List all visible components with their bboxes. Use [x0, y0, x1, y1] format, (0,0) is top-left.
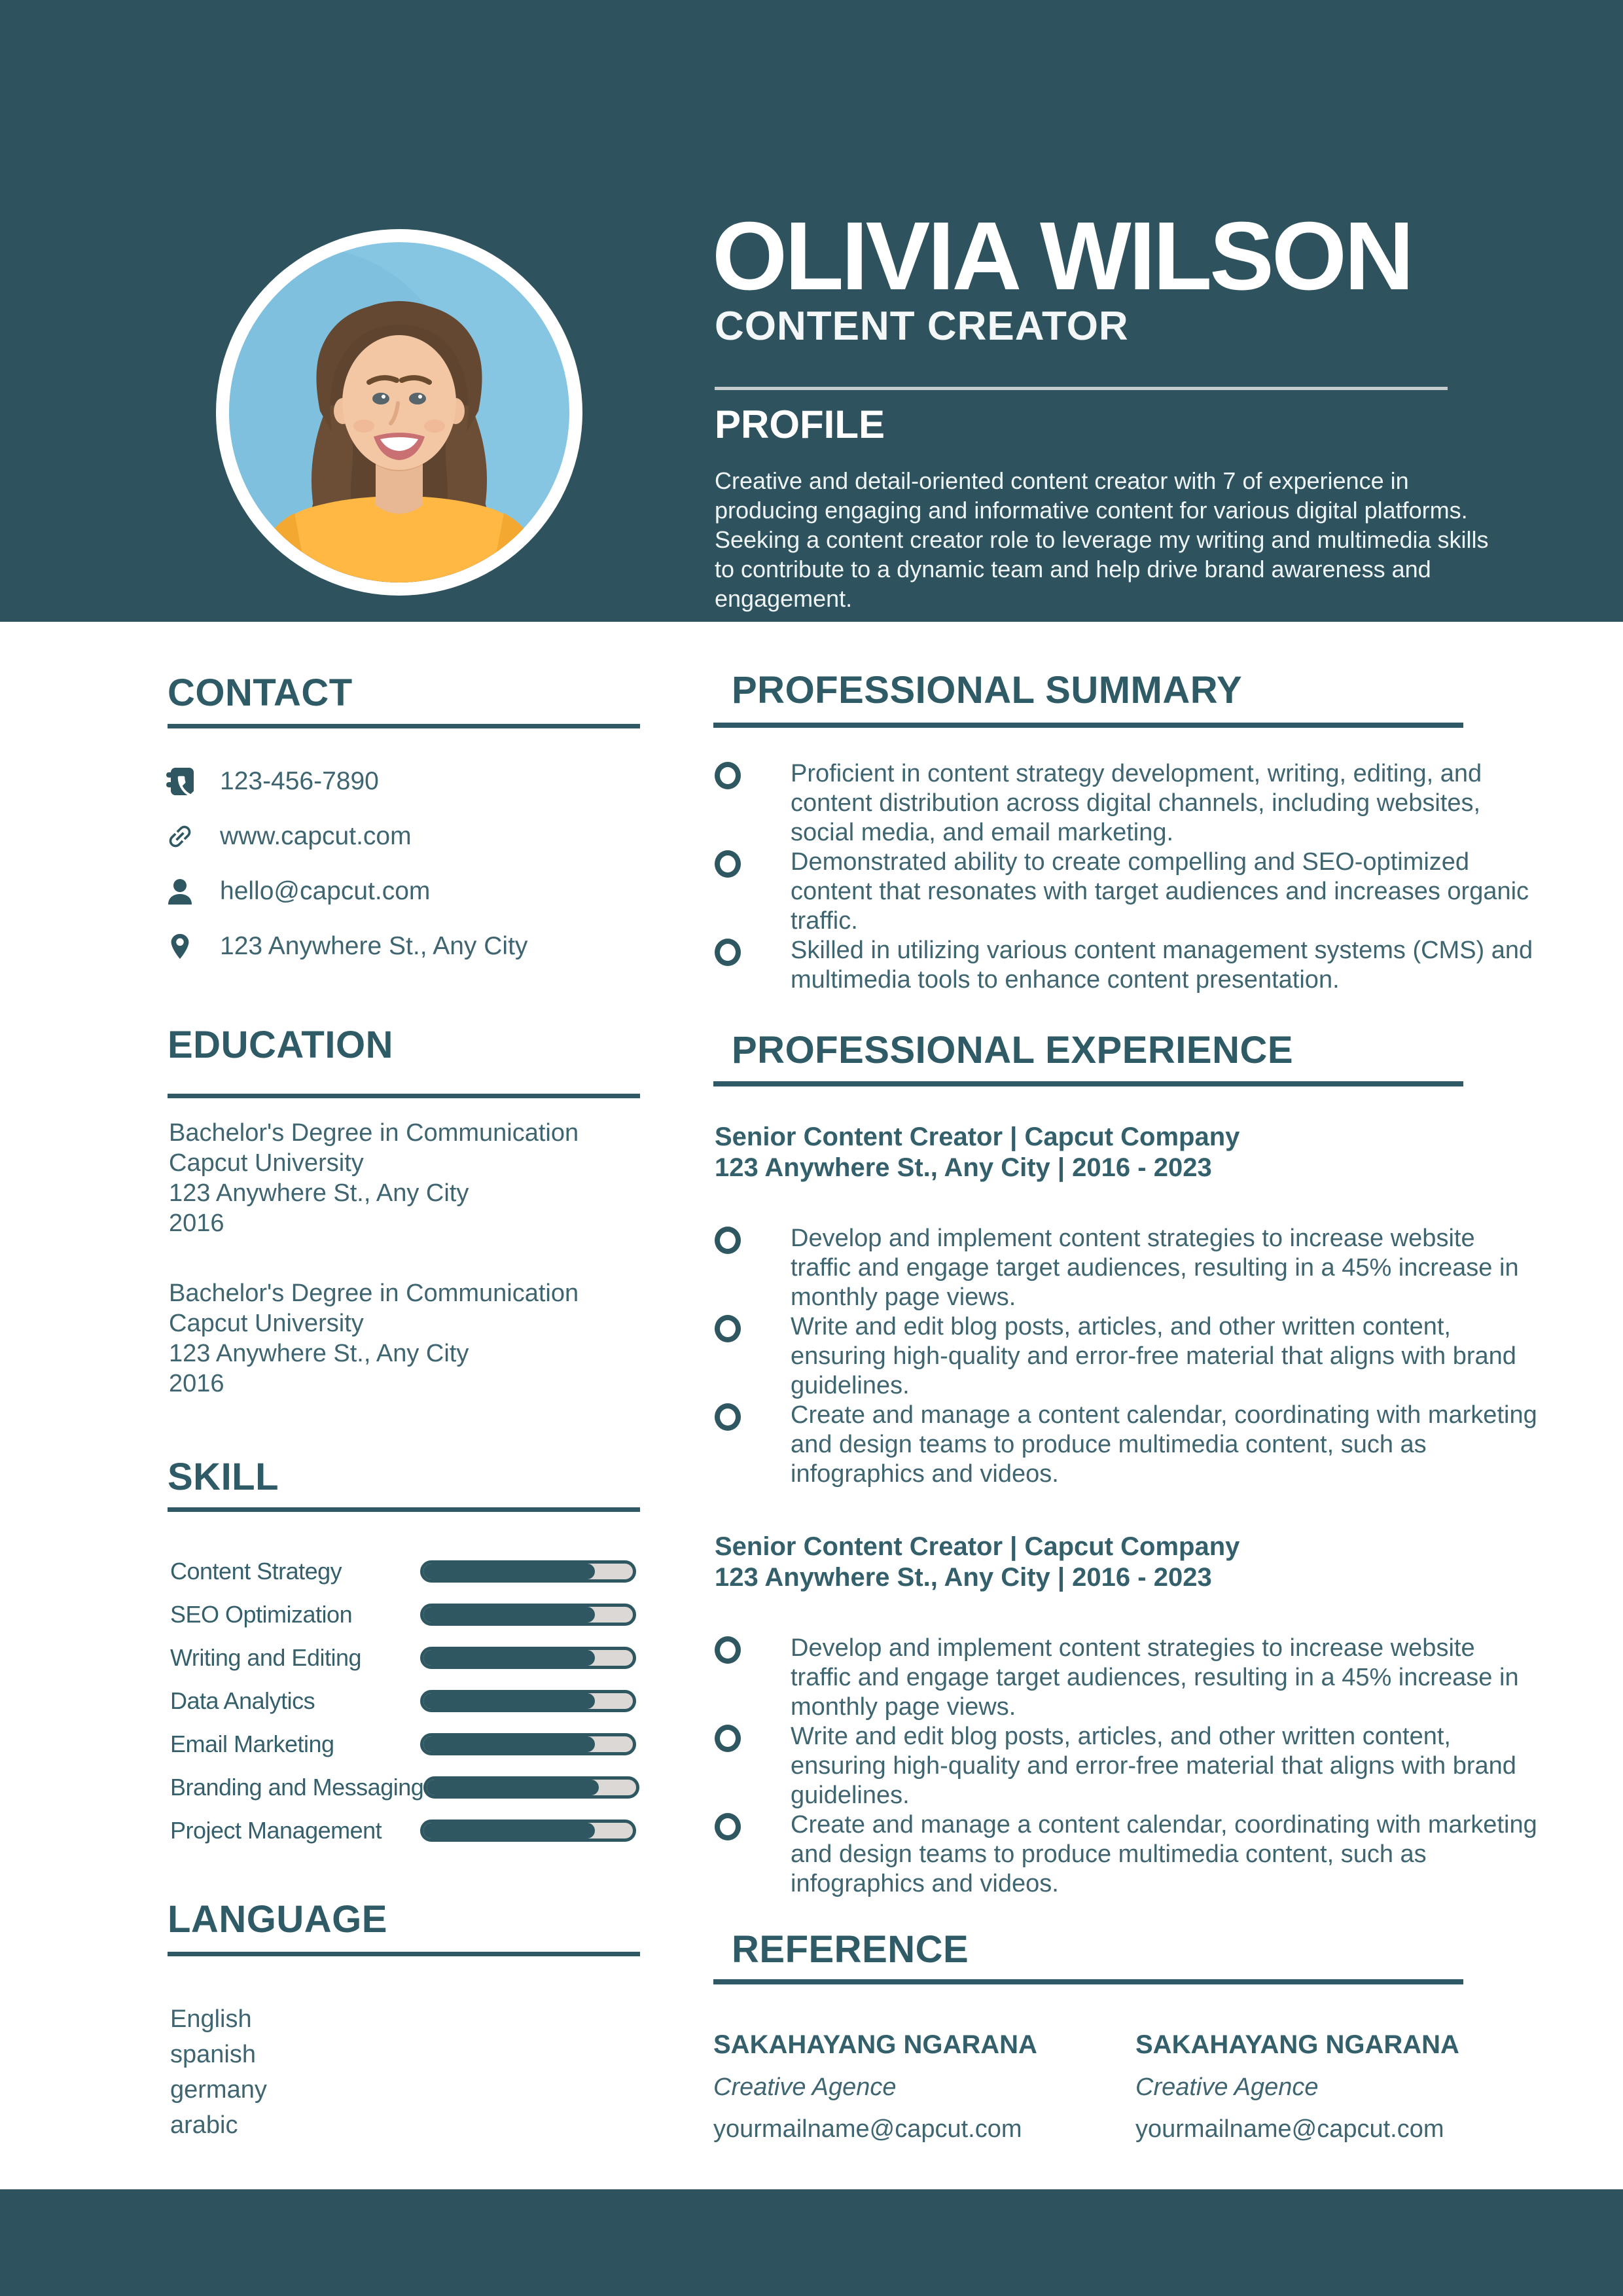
education-list: [169, 1118, 653, 1399]
experience-job: [715, 1532, 1541, 1899]
experience-heading: PROFESSIONAL EXPERIENCE: [732, 1029, 1294, 1071]
reference-email: yourmailname@capcut.com: [1135, 2115, 1444, 2143]
skill-underline: [168, 1507, 640, 1512]
skill-label: Project Management: [170, 1817, 382, 1844]
skill-bar-fill: [427, 1780, 598, 1795]
bullet-item: [713, 936, 1539, 995]
contact-text: hello@capcut.com: [220, 877, 431, 905]
skill-bar: [420, 1690, 636, 1712]
skill-label: Email Marketing: [170, 1731, 334, 1757]
reference-company: Creative Agence: [1135, 2073, 1319, 2101]
profile-text: Creative and detail-oriented content creator with 7 of experience in producing engaging and informative content for various digital platforms. Seeking a content creator role to leverage my writing and multimedia skills to contribute to a dynamic team and help drive brand awareness and engagement.: [715, 467, 1489, 612]
job-title: Senior Content Creator | Capcut Company: [715, 1532, 1240, 1561]
contact-item: [165, 809, 640, 864]
education-address: 123 Anywhere St., Any City: [169, 1179, 469, 1207]
experience-job: [715, 1122, 1541, 1489]
education-entry: [169, 1118, 653, 1238]
bullet-text: Develop and implement content strategies to increase website traffic and engage target audiences, resulting in a 45% increase in monthly page views.: [791, 1225, 1519, 1311]
reference-entry: [713, 2032, 1106, 2142]
bullet-text: Write and edit blog posts, articles, and other written content, ensuring high-quality and error-free material that aligns with brand guidelines.: [791, 1313, 1516, 1399]
job-bullet-list: [713, 1224, 1539, 1489]
skill-bar: [420, 1647, 636, 1669]
skill-bar: [423, 1776, 639, 1799]
bullet-item: [713, 848, 1539, 936]
contact-item: [165, 919, 640, 974]
bullet-item: [713, 1810, 1539, 1899]
skill-bar-fill: [423, 1607, 595, 1623]
woman-portrait-illustration: [229, 242, 569, 583]
contact-underline: [168, 724, 640, 728]
bullet-circle-icon: [715, 1227, 741, 1254]
education-school: Capcut University: [169, 1310, 364, 1337]
skill-label: SEO Optimization: [170, 1601, 353, 1628]
bullet-circle-icon: [715, 939, 741, 966]
skill-label: Content Strategy: [170, 1558, 342, 1585]
reference-company: Creative Agence: [713, 2073, 897, 2101]
skill-label: Writing and Editing: [170, 1644, 361, 1671]
skill-bar-fill: [423, 1564, 595, 1579]
location-icon: [165, 931, 195, 961]
skill-bar: [420, 1560, 636, 1583]
skill-bar-fill: [423, 1693, 595, 1709]
education-entry: [169, 1278, 653, 1399]
bullet-item: [713, 759, 1539, 848]
skill-bar-fill: [423, 1823, 595, 1839]
language-underline: [168, 1952, 640, 1956]
language-item: English: [170, 2005, 252, 2033]
skill-bar: [420, 1733, 636, 1755]
language-item: germany: [170, 2076, 267, 2104]
bullet-circle-icon: [715, 1813, 741, 1840]
person-name: OLIVIA WILSON: [712, 202, 1412, 310]
bullet-circle-icon: [715, 850, 741, 878]
bullet-circle-icon: [715, 1725, 741, 1752]
skill-list: [170, 1550, 636, 1852]
bullet-item: [713, 1224, 1539, 1312]
language-heading: LANGUAGE: [168, 1898, 387, 1941]
bullet-item: [713, 1634, 1539, 1722]
education-year: 2016: [169, 1370, 224, 1397]
bullet-text: Write and edit blog posts, articles, and other written content, ensuring high-quality and error-free material that aligns with brand guidelines.: [791, 1723, 1516, 1809]
summary-underline: [713, 723, 1463, 728]
skill-label: Branding and Messaging: [170, 1774, 424, 1801]
bullet-text: Create and manage a content calendar, coordinating with marketing and design teams to produce multimedia content, such as infographics and videos.: [791, 1811, 1537, 1897]
contact-text: www.capcut.com: [220, 822, 412, 850]
reference-heading: REFERENCE: [732, 1928, 969, 1971]
summary-bullet-list: [713, 759, 1539, 995]
job-title: Senior Content Creator | Capcut Company: [715, 1122, 1240, 1151]
phone-icon: [165, 766, 195, 797]
bullet-circle-icon: [715, 1403, 741, 1431]
profile-heading: PROFILE: [715, 403, 885, 446]
footer-band: [0, 2189, 1623, 2296]
job-bullet-list: [713, 1634, 1539, 1899]
skill-bar: [420, 1604, 636, 1626]
bullet-item: [713, 1722, 1539, 1810]
contact-heading: CONTACT: [168, 672, 353, 714]
bullet-circle-icon: [715, 1636, 741, 1664]
experience-jobs: [715, 1122, 1541, 1946]
bullet-item: [713, 1401, 1539, 1489]
skill-item: [170, 1679, 636, 1723]
person-icon: [165, 876, 195, 906]
language-item: arabic: [170, 2111, 238, 2139]
link-icon: [165, 821, 195, 852]
reference-entry: [1135, 2032, 1528, 2142]
education-year: 2016: [169, 1210, 224, 1237]
education-degree: Bachelor's Degree in Communication: [169, 1119, 579, 1147]
education-address: 123 Anywhere St., Any City: [169, 1340, 469, 1367]
skill-item: [170, 1766, 636, 1809]
bullet-circle-icon: [715, 762, 741, 789]
bullet-circle-icon: [715, 1315, 741, 1342]
contact-item: [165, 754, 640, 809]
reference-name: SAKAHAYANG NGARANA: [1135, 2030, 1459, 2059]
job-meta: 123 Anywhere St., Any City | 2016 - 2023: [715, 1153, 1212, 1182]
bullet-text: Create and manage a content calendar, coordinating with marketing and design teams to produce multimedia content, such as infographics and videos.: [791, 1401, 1537, 1488]
contact-text: 123-456-7890: [220, 767, 379, 795]
reference-list: [713, 2032, 1463, 2176]
job-meta: 123 Anywhere St., Any City | 2016 - 2023: [715, 1563, 1212, 1592]
contact-text: 123 Anywhere St., Any City: [220, 932, 528, 960]
language-item: spanish: [170, 2041, 256, 2068]
bullet-text: Demonstrated ability to create compelling and SEO-optimized content that resonates with target audiences and increases organic traffic.: [791, 848, 1529, 935]
skill-label: Data Analytics: [170, 1687, 315, 1714]
skill-bar: [420, 1820, 636, 1842]
education-school: Capcut University: [169, 1149, 364, 1177]
reference-underline: [713, 1979, 1463, 1984]
skill-item: [170, 1723, 636, 1766]
experience-underline: [713, 1081, 1463, 1086]
skill-heading: SKILL: [168, 1456, 279, 1498]
contact-list: [165, 754, 640, 974]
language-list: [170, 2001, 267, 2143]
education-heading: EDUCATION: [168, 1024, 393, 1066]
summary-heading: PROFESSIONAL SUMMARY: [732, 669, 1243, 711]
skill-bar-fill: [423, 1736, 595, 1752]
bullet-item: [713, 1312, 1539, 1401]
bullet-text: Proficient in content strategy development, writing, editing, and content distribution across digital channels, including websites, social media, and email marketing.: [791, 760, 1482, 846]
skill-item: [170, 1636, 636, 1679]
skill-item: [170, 1593, 636, 1636]
education-underline: [168, 1094, 640, 1098]
education-degree: Bachelor's Degree in Communication: [169, 1280, 579, 1307]
skill-item: [170, 1809, 636, 1852]
reference-email: yourmailname@capcut.com: [713, 2115, 1022, 2143]
skill-bar-fill: [423, 1650, 595, 1666]
person-role: CONTENT CREATOR: [715, 304, 1129, 349]
bullet-text: Develop and implement content strategies to increase website traffic and engage target audiences, resulting in a 45% increase in monthly page views.: [791, 1634, 1519, 1721]
profile-photo: [216, 229, 582, 596]
contact-item: [165, 864, 640, 919]
skill-item: [170, 1550, 636, 1593]
header-divider: [715, 387, 1448, 390]
reference-name: SAKAHAYANG NGARANA: [713, 2030, 1037, 2059]
bullet-text: Skilled in utilizing various content management systems (CMS) and multimedia tools to enhance content presentation.: [791, 937, 1533, 994]
